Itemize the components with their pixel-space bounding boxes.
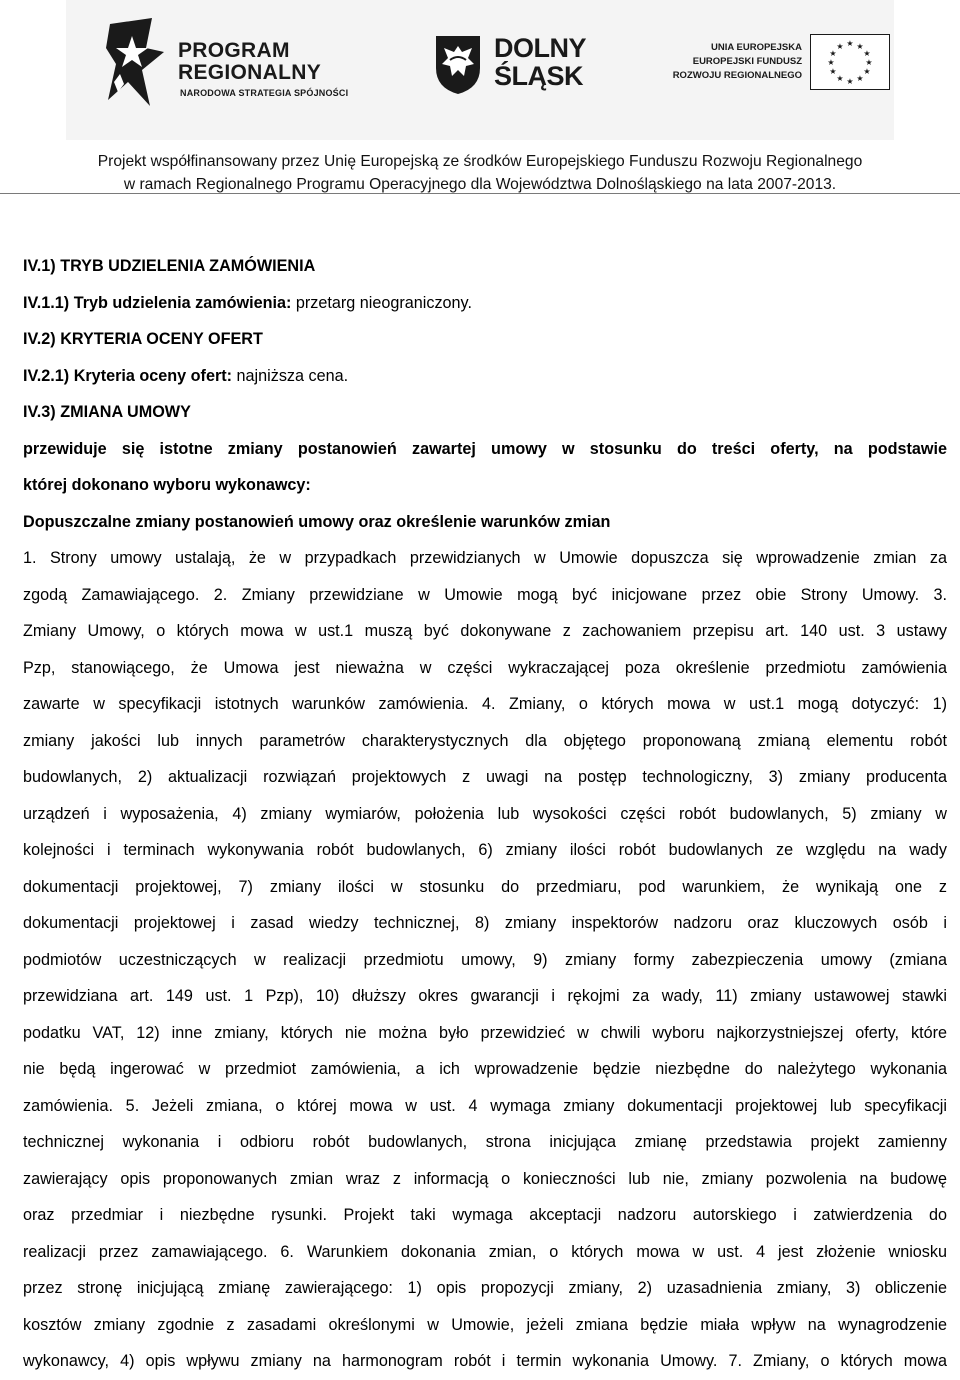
paragraph-line: budowlanych, 2) aktualizacji rozwiązań projektowych z uwagi na postęp technologiczny, 3) zmiany producenta [23,768,947,786]
program-star-icon [106,18,168,108]
paragraph-line: kolejności i terminach wykonywania robót budowlanych, 6) zmiany ilości robót budowlanych ze względu na wady [23,841,947,859]
zmiana-line: której dokonano wyboru wykonawcy: [23,476,311,494]
logo-eu-line3: ROZWOJU REGIONALNEGO [672,70,802,81]
svg-text:★: ★ [829,49,837,58]
paragraph-line: przewidziana art. 149 ust. 1 Pzp), 10) dłuższy okres gwarancji i rękojmi za wady, 11) zmiany ustawowej stawki [23,987,947,1005]
paragraph-line: zawarte w specyfikacji istotnych warunków zamówienia. 4. Zmiany, o których mowa w ust.1 mogą dotyczyć: 1) [23,695,947,713]
svg-text:★: ★ [846,39,854,48]
document-body [23,248,947,1380]
paragraph-line: Pzp, stanowiącego, że Umowa jest nieważna w części wykraczającej poza określenie przedmiotu zamówienia [23,658,947,677]
logo-program-line3: NARODOWA STRATEGIA SPÓJNOŚCI [180,88,349,98]
logo-dolny-line1: DOLNY [494,33,586,63]
svg-text:★: ★ [846,77,854,86]
paragraph-line: urządzeń i wyposażenia, 4) zmiany wymiarów, położenia lub wysokości części robót budowlanych, 5) zmiany w [23,804,947,823]
dopuszczalne-heading: Dopuszczalne zmiany postanowień umowy oraz określenie warunków zmian [23,512,611,531]
logo-program-line2: REGIONALNY [178,61,322,84]
header-divider [0,193,960,194]
kryteria-heading: IV.2) KRYTERIA OCENY OFERT [23,330,263,348]
paragraph-line: przez stronę inicjującą zmianę zawierającego: 1) opis propozycji zmiany, 2) uzasadnienia zmiany, 3) obliczenie [23,1279,947,1297]
paragraph-line: nie będą ingerować w przedmiot zamówienia, a ich wprowadzenie będzie niezbędne do należytego wykonania [23,1060,947,1078]
svg-text:★: ★ [836,74,844,83]
paragraph-line: realizacji przez zamawiającego. 6. Warunkiem dokonania zmian, o których mowa w ust. 4 jest złożenie wniosku [23,1242,947,1261]
kryteria-label: IV.2.1) Kryteria oceny ofert: [23,366,233,385]
paragraph-line: dokumentacji projektowej, 7) zmiany ilości w stosunku do przedmiaru, pod warunkiem, że wynikają one z [23,877,947,896]
dolny-slask-logo [434,26,614,106]
document-header [0,0,960,196]
funding-line1: Projekt współfinansowany przez Unię Europejską ze środków Europejskiego Funduszu Rozwoju Regionalnego [97,153,863,170]
kryteria-row [23,358,947,395]
paragraph-line: kosztów zmiany zgodnie z zasadami określonymi w Umowie, jeżeli zmiana będzie miała wpływ na wynagrodzenie [23,1315,947,1334]
paragraph-line: wykonawcy, 4) opis wpływu zmiany na harmonogram robót i termin wykonania Umowy. 7. Zmiany, o których mowa [23,1352,947,1370]
paragraph-line: 1. Strony umowy ustalają, że w przypadkach przewidzianych w Umowie dopuszcza się wprowadzenie zmian za [23,549,947,567]
tryb-heading: IV.1) TRYB UDZIELENIA ZAMÓWIENIA [23,257,316,275]
program-regionalny-logo [106,18,376,108]
svg-text:★: ★ [865,58,873,67]
eagle-coat-of-arms-icon [434,34,482,96]
eu-flag-icon [810,34,890,90]
svg-text:★: ★ [856,42,864,51]
tryb-label: IV.1.1) Tryb udzielenia zamówienia: [23,293,292,312]
zmiany-paragraph [23,540,947,1380]
logo-eu-line2: EUROPEJSKI FUNDUSZ [692,56,802,67]
funding-statement [0,150,960,196]
paragraph-line: oraz przedmiar i niezbędne rysunki. Projekt taki wymaga akceptacji nadzoru autorskiego i zatwierdzenia do [23,1206,947,1224]
logo-program-line1: PROGRAM [178,39,290,62]
paragraph-line: Zmiany Umowy, o których mowa w ust.1 muszą być dokonywane z zachowaniem przepisu art. 140 ust. 3 ustawy [23,622,947,640]
paragraph-line: zawierający opis proponowanych zmian wraz z informacją o konieczności lub nie, zmiany pozwolenia na budowę [23,1169,947,1188]
svg-text:★: ★ [829,67,837,76]
logo-eu-line1: UNIA EUROPEJSKA [711,42,802,53]
logo-dolny-line2: ŚLĄSK [494,61,584,91]
tryb-row [23,285,947,322]
zmiana-paragraph [23,431,947,504]
svg-text:★: ★ [863,49,871,58]
paragraph-line: zmiany jakości lub innych parametrów charakterystycznych dla objętego proponowaną zmianą elementu robót [23,731,947,750]
funding-line2: w ramach Regionalnego Programu Operacyjnego dla Województwa Dolnośląskiego na lata 2007-2013. [123,176,837,193]
kryteria-value: najniższa cena. [232,366,349,385]
zmiana-heading: IV.3) ZMIANA UMOWY [23,403,191,421]
paragraph-line: zgodą Zamawiającego. 2. Zmiany przewidziane w Umowie mogą być inicjowane przez obie Strony Umowy. 3. [23,585,947,604]
zmiana-line: przewiduje się istotne zmiany postanowień zawartej umowy w stosunku do treści oferty, na podstawie [23,439,947,458]
paragraph-line: podatku VAT, 12) inne zmiany, których nie można było przewidzieć w chwili wyboru najkorzystniejszej oferty, które [23,1023,947,1042]
svg-text:★: ★ [863,67,871,76]
svg-text:★: ★ [856,74,864,83]
svg-text:★: ★ [836,42,844,51]
eu-logo [664,34,894,94]
paragraph-line: dokumentacji projektowej i zasad wiedzy technicznej, 8) zmiany inspektorów nadzoru oraz kluczowych osób i [23,914,947,932]
paragraph-line: zamówienia. 5. Jeżeli zmiana, o której mowa w ust. 4 wymaga zmiany dokumentacji projektowej lub specyfikacji [23,1096,947,1115]
paragraph-line: podmiotów uczestniczących w realizacji przedmiotu umowy, 9) zmiany formy zabezpieczenia umowy (zmiana [23,950,947,969]
paragraph-line: technicznej wykonania i odbioru robót budowlanych, strona inicjująca zmianę przedstawia projekt zamienny [23,1133,947,1151]
svg-text:★: ★ [827,58,835,67]
tryb-value: przetarg nieograniczony. [291,293,472,312]
